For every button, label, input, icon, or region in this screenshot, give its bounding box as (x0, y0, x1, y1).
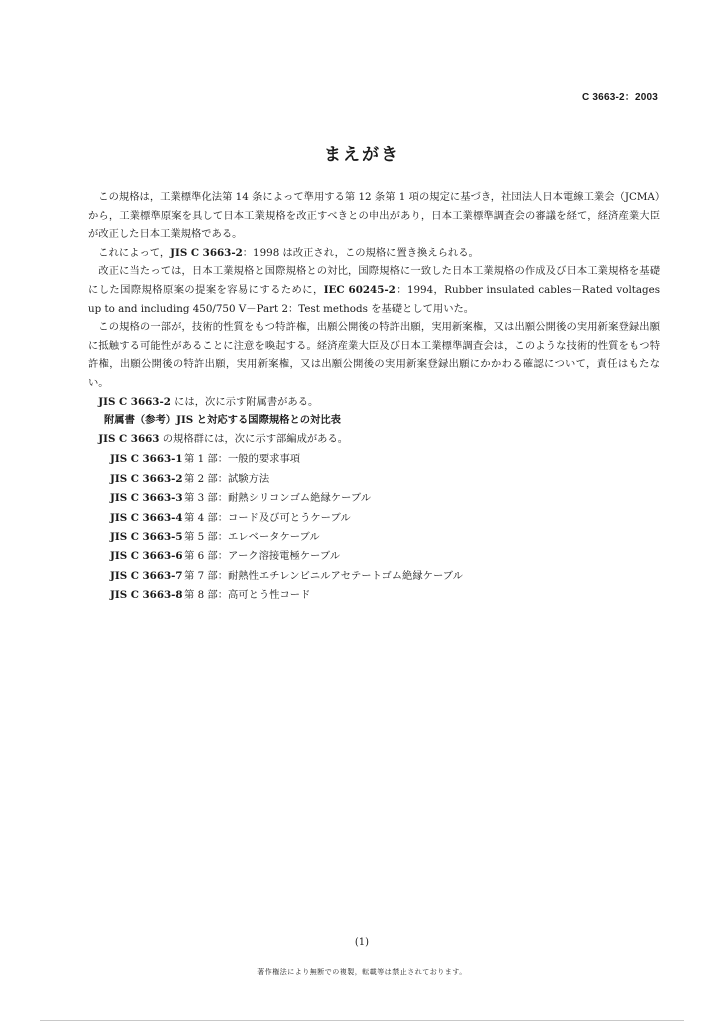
part-item (88, 528, 660, 547)
part-code: JIS C 3663-7 (110, 569, 183, 582)
paragraph-enactment: この規格は，工業標準化法第 14 条によって準用する第 12 条第 1 項の規定に基づき，社団法人日本電線工業会（JCMA）から，工業標準原案を具して日本工業規格を改正すべきとの申出があり，日本工業標準調査会の審議を経て，経済産業大臣が改正した日本工業規格である。 (88, 191, 660, 241)
part-label: 第 8 部：高可とう性コード (184, 589, 311, 602)
part-label: 第 5 部：エレベータケーブル (184, 530, 320, 543)
part-item (88, 509, 660, 528)
paragraph-patent-notice: この規格の一部が，技術的性質をもつ特許権，出願公開後の特許出願，実用新案権，又は出願公開後の実用新案登録出願に抵触する可能性があることに注意を喚起する。経済産業大臣及び日本工業標準調査会は，このような技術的性質をもつ特許権，出願公開後の特許出願，実用新案権，又は出願公開後の実用新案登録出願にかかわる確認について，責任はもたない。 (88, 321, 660, 389)
paragraph-parts-intro (88, 430, 660, 449)
part-code: JIS C 3663-4 (110, 511, 183, 524)
part-label: 第 4 部：コード及び可とうケーブル (184, 511, 351, 524)
part-code: JIS C 3663-1 (110, 453, 183, 466)
paragraph-international-basis (88, 262, 660, 318)
page-number: (1) (354, 937, 370, 948)
part-code: JIS C 3663-2 (110, 472, 183, 485)
annex-entry: 附属書（参考）JIS と対応する国際規格との対比表 (104, 414, 341, 427)
copyright-notice: 著作権法により無断での複製，転載等は禁止されております。 (257, 968, 467, 976)
text-fragment: には，次に示す附属書がある。 (170, 395, 319, 408)
standard-code: JIS C 3663 (98, 432, 160, 445)
part-item (88, 450, 660, 469)
text-fragment: これによって， (98, 246, 171, 259)
part-item (88, 547, 660, 566)
part-label: 第 6 部：アーク溶接電極ケーブル (184, 550, 341, 563)
standard-code: JIS C 3663-2 (170, 246, 243, 259)
part-label: 第 2 部：試験方法 (184, 472, 270, 485)
paragraph-annex-intro (88, 393, 660, 412)
text-fragment: ：1998 は改正され，この規格に置き換えられる。 (242, 246, 479, 259)
paragraph-replacement (88, 244, 660, 263)
parts-list (88, 450, 660, 605)
text-fragment: の規格群には，次に示す部編成がある。 (159, 432, 349, 445)
part-item (88, 489, 660, 508)
part-item (88, 586, 660, 605)
standard-id: C 3663-2：2003 (582, 92, 658, 103)
part-item (88, 567, 660, 586)
part-code: JIS C 3663-8 (110, 589, 183, 602)
part-code: JIS C 3663-5 (110, 530, 183, 543)
text-fragment: 改正に当たっては，日本工業規格と国際規格との対比，国際規格に一致した日本工業規格の作成及び日本工業規格を基礎にした国際規格原案の提案を容易にするために， (88, 265, 660, 296)
part-item (88, 470, 660, 489)
foreword-body (88, 188, 660, 606)
part-label: 第 3 部：耐熱シリコンゴム絶縁ケーブル (184, 492, 372, 505)
standard-code: JIS C 3663-2 (98, 395, 171, 408)
iec-code: IEC 60245-2 (323, 283, 396, 296)
part-label: 第 1 部：一般的要求事項 (184, 453, 301, 466)
bottom-divider (40, 1020, 684, 1021)
part-code: JIS C 3663-6 (110, 550, 183, 563)
part-code: JIS C 3663-3 (110, 492, 183, 505)
page-title: まえがき (324, 145, 400, 165)
text-fragment: ：1994，Rubber insulated cables－Rated voltages up to and including 450/750 V－Part 2：Test methods を基礎として用いた。 (88, 283, 660, 315)
part-label: 第 7 部：耐熱性エチレンビニルアセテートゴム絶縁ケーブル (184, 569, 463, 582)
